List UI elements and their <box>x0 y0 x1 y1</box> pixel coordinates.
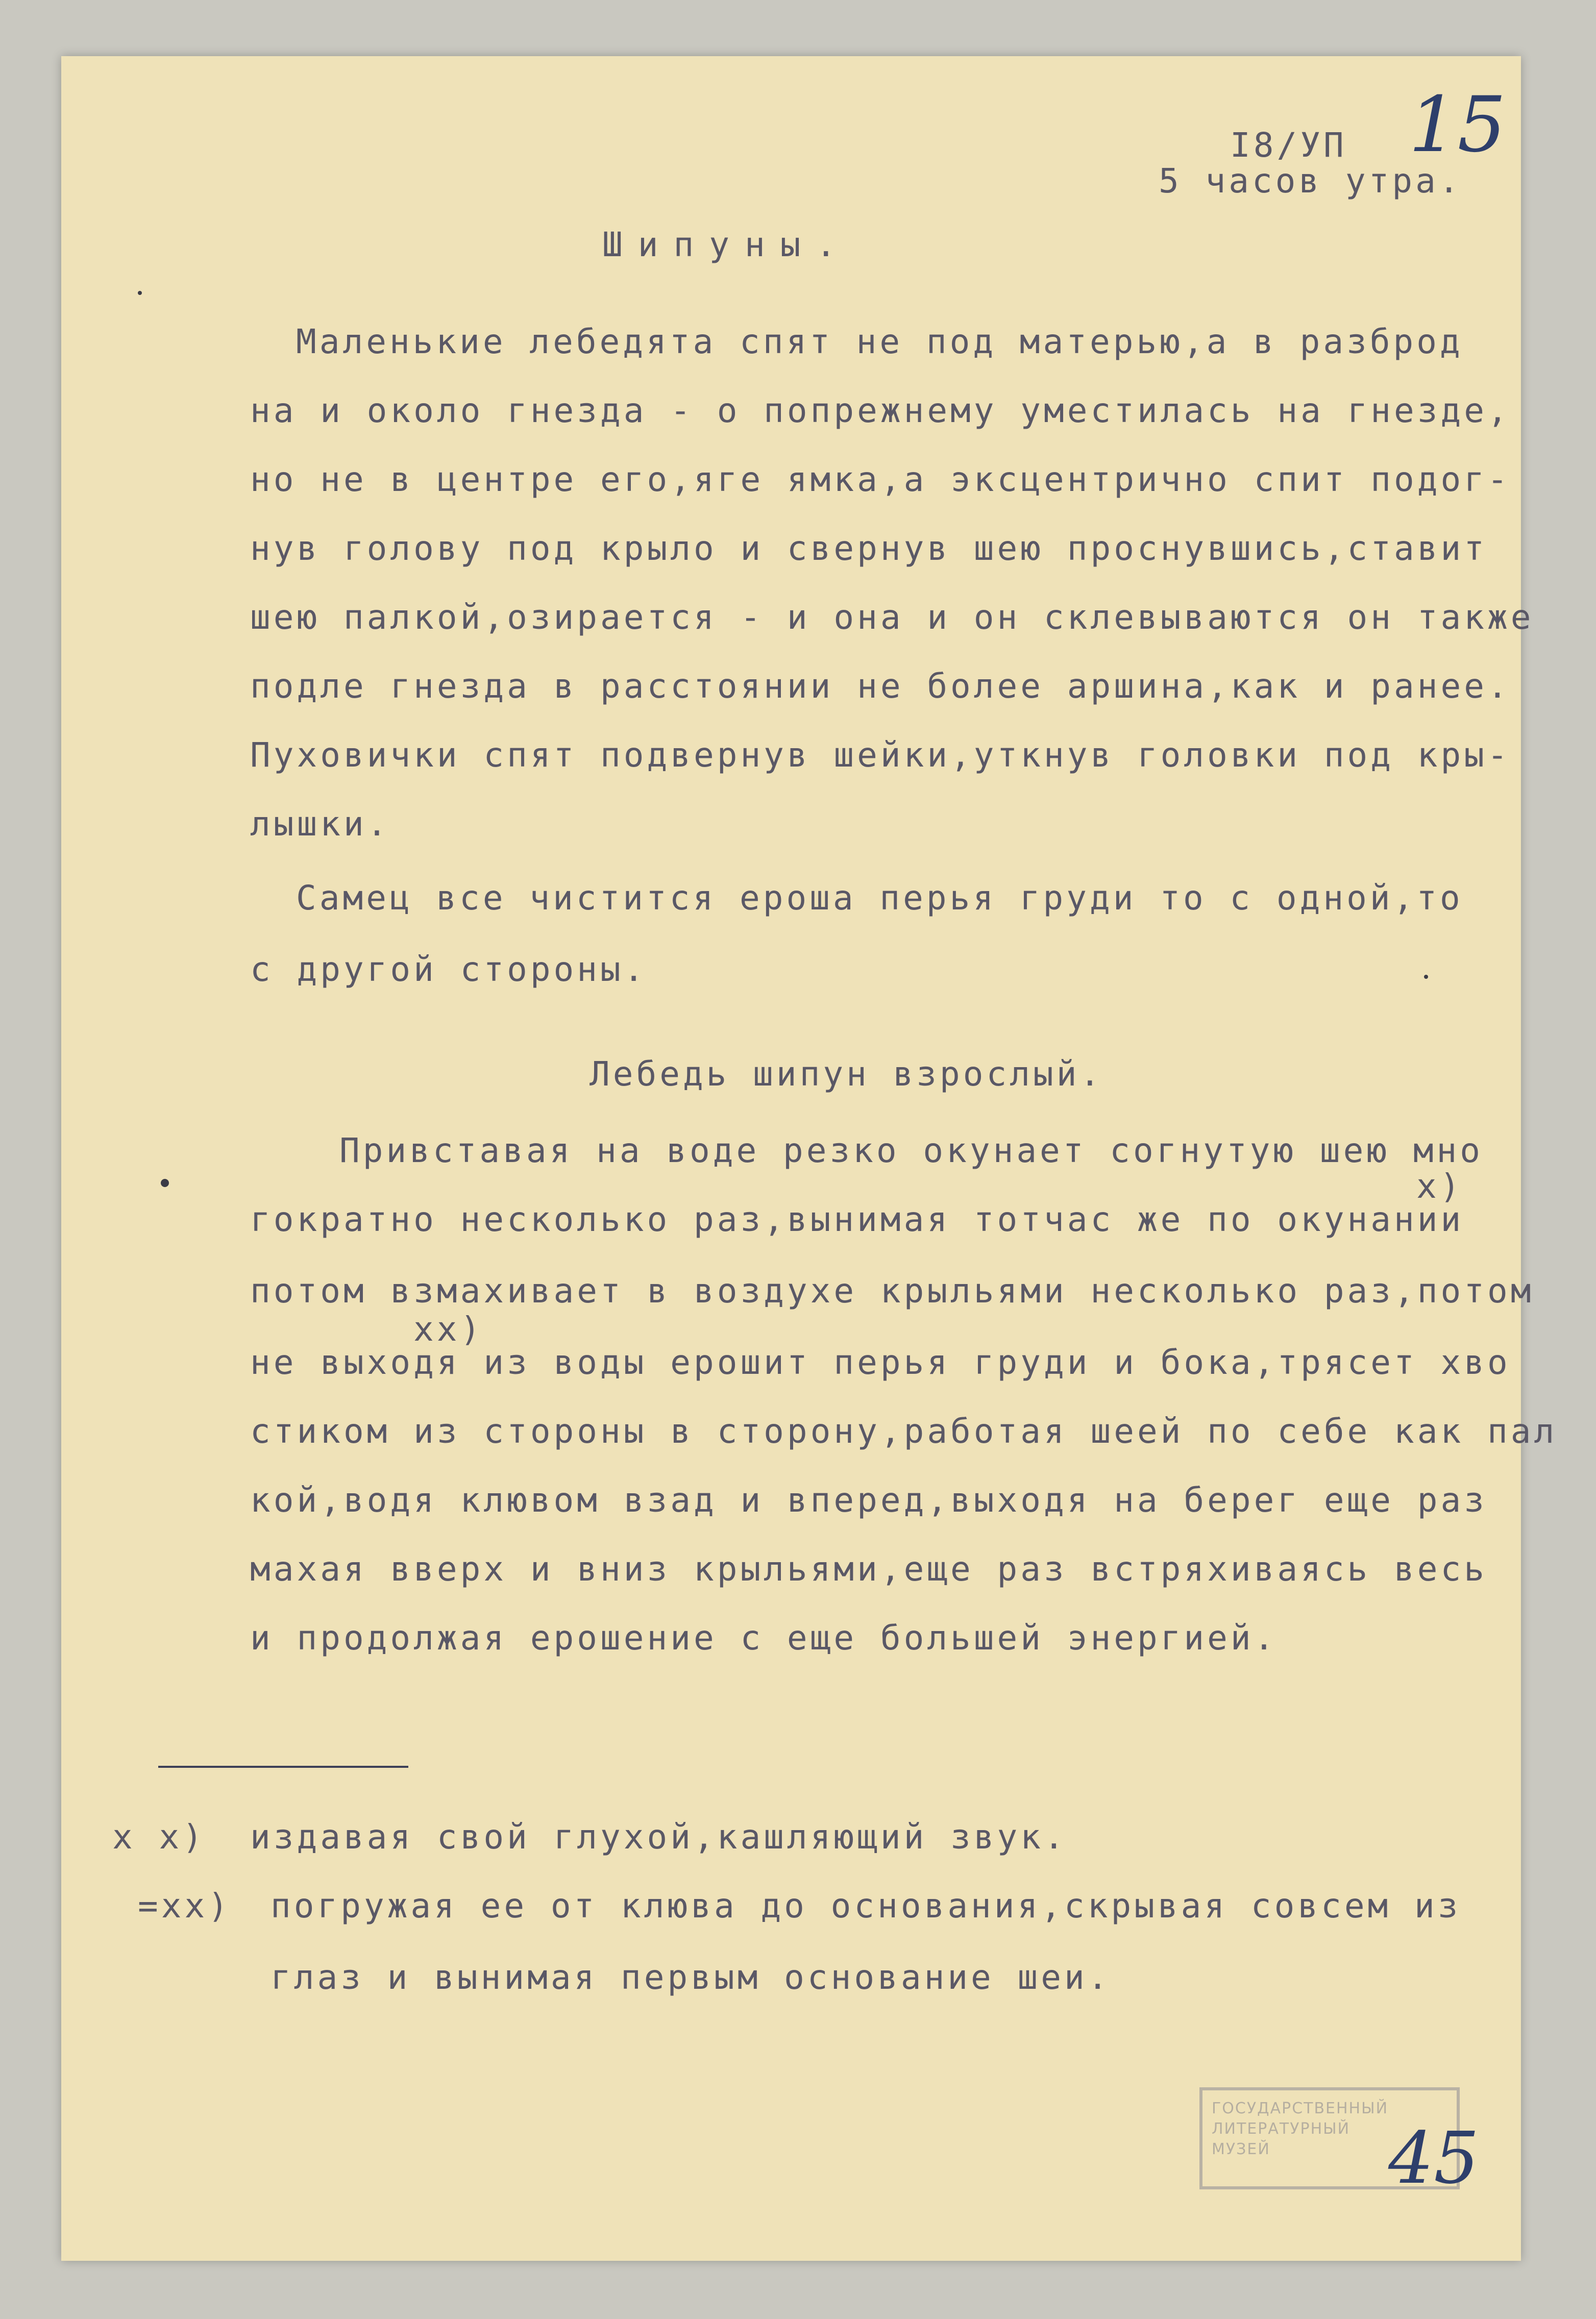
stamp-line-2: ЛИТЕРАТУРНЫЙ <box>1212 2120 1351 2138</box>
s2-line-8: и продолжая ерошение с еще большей энергией. <box>250 1618 1278 1658</box>
s2-line-6: кой,водя клювом взад и вперед,выходя на берег еще раз <box>250 1481 1487 1520</box>
footnote-separator <box>158 1766 408 1768</box>
folio-number-top: 15 <box>1409 81 1506 169</box>
section-subtitle: Лебедь шипун взрослый. <box>590 1054 1103 1094</box>
margin-dot <box>161 1179 169 1187</box>
s1-line-6: подле гнезда в расстоянии не более аршина,как и ранее. <box>250 667 1511 706</box>
s2-line-3: потом взмахивает в воздухе крыльями несколько раз,потом <box>250 1271 1534 1311</box>
s1-line-5: шею палкой,озирается - и она и он склевываются он также <box>250 598 1534 637</box>
stamp-line-1: ГОСУДАРСТВЕННЫЙ <box>1212 2100 1389 2117</box>
s1-line-4: нув голову под крыло и свернув шею проснувшись,ставит <box>250 529 1487 568</box>
s1-line-8: лышки. <box>250 804 390 844</box>
margin-speck <box>1424 975 1428 979</box>
date-line: I8/УП <box>1230 126 1347 165</box>
stamp-line-3: МУЗЕЙ <box>1212 2140 1270 2158</box>
s2-line-1: Привставая на воде резко окунает согнутую шею мно <box>339 1131 1484 1170</box>
s2-line-4: не выходя из воды ерошит перья груди и бока,трясет хво <box>250 1343 1511 1382</box>
s1-line-1: Маленькие лебедята спят не под матерью,а в разброд <box>296 322 1463 361</box>
footnote-1-line-1: издавая свой глухой,кашляющий звук. <box>250 1817 1067 1857</box>
s2-marker-xx: xx) <box>413 1310 484 1349</box>
s2-line-2: гократно несколько раз,вынимая тотчас же по окунании <box>250 1200 1464 1239</box>
s1-line-3: но не в центре его,яге ямка,а эксцентрично спит подог- <box>250 460 1511 499</box>
footnote-2-line-1: погружая ее от клюва до основания,скрывая совсем из <box>271 1886 1461 1926</box>
s2-line-5: стиком из стороны в сторону,работая шеей по себе как пал <box>250 1412 1558 1451</box>
s1-line-2: на и около гнезда - о попрежнему уместилась на гнезде, <box>250 391 1511 430</box>
document-page <box>61 56 1558 2261</box>
page-title: Шипуны. <box>602 225 852 264</box>
footnote-1-mark: x x) <box>112 1817 206 1857</box>
s2-line-7: махая вверх и вниз крыльями,еще раз встряхиваясь весь <box>250 1549 1487 1589</box>
s1-line-7: Пуховички спят подвернув шейки,уткнув головки под кры- <box>250 735 1511 775</box>
footnote-2-line-2: глаз и вынимая первым основание шеи. <box>271 1958 1111 1997</box>
s1-line-9: Самец все чистится ероша перья груди то с одной,то <box>296 878 1463 918</box>
folio-number-bottom: 45 <box>1388 2117 1480 2200</box>
time-line: 5 часов утра. <box>1159 161 1462 201</box>
s1-line-10: с другой стороны. <box>250 950 647 989</box>
footnote-2-mark: =xx) <box>138 1886 231 1926</box>
margin-speck <box>138 291 142 295</box>
s2-marker-x: x) <box>1416 1167 1463 1206</box>
